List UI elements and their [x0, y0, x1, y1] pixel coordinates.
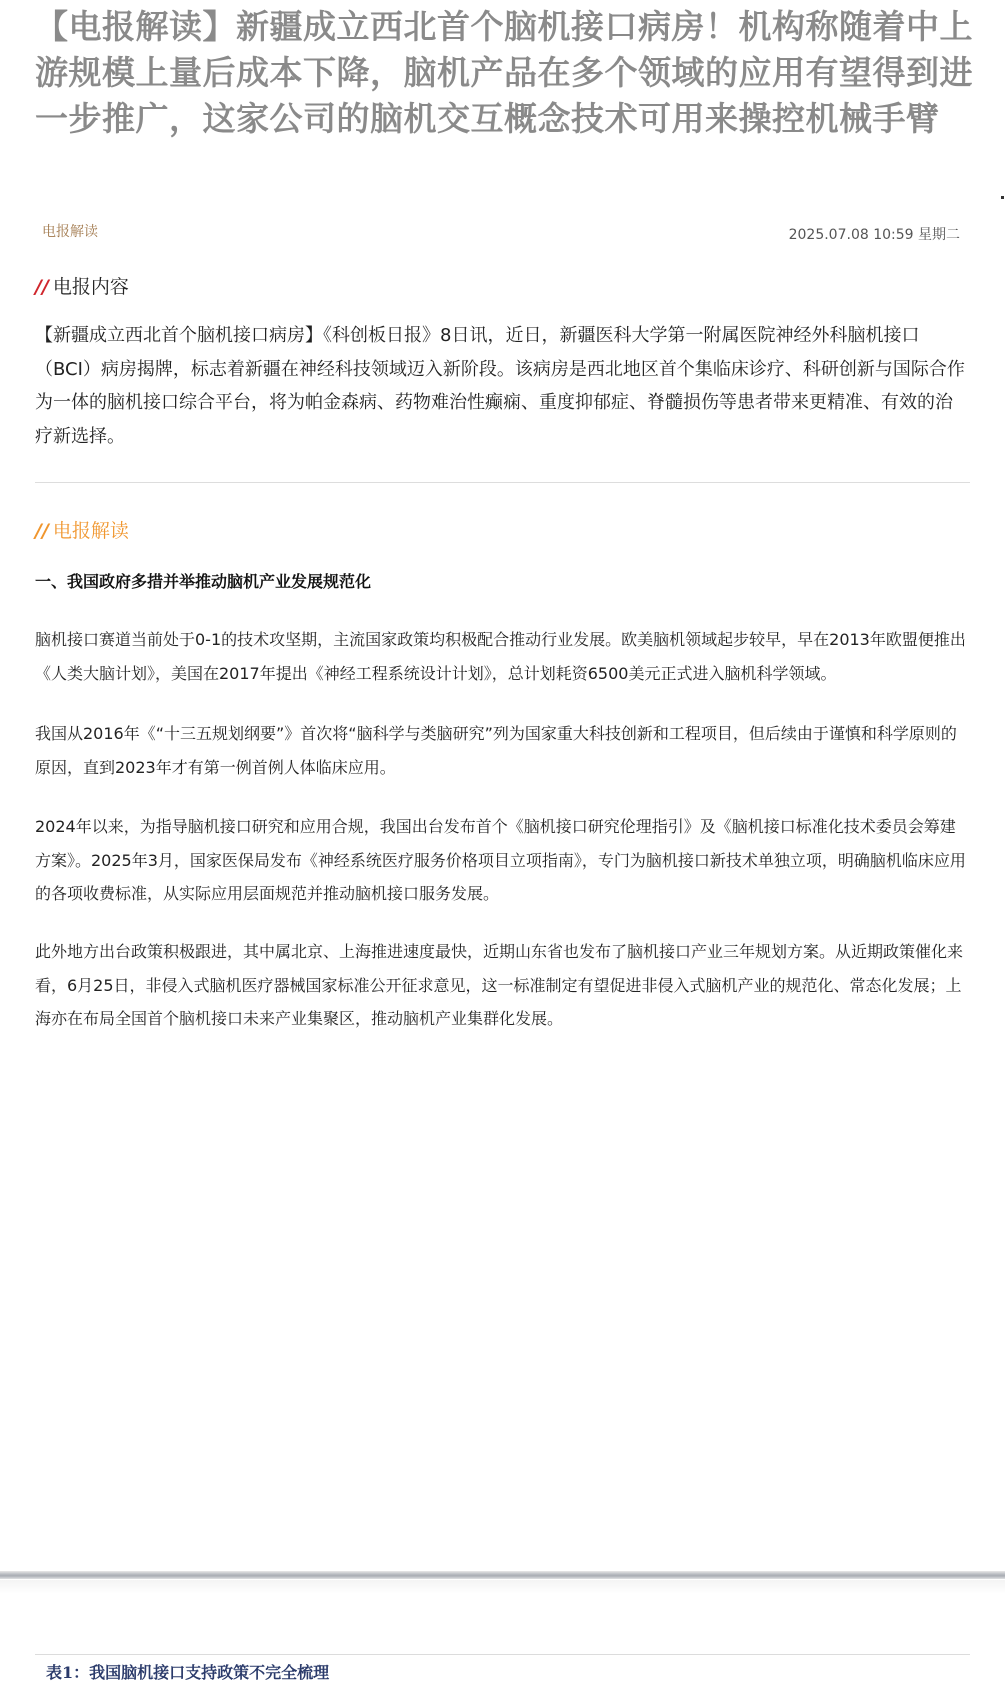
analysis-paragraph: 此外地方出台政策积极跟进，其中属北京、上海推进速度最快，近期山东省也发布了脑机接口产业三年规划方案。从近期政策催化来看，6月25日，非侵入式脑机医疗器械国家标准公开征求意见，这一标准制定有望促进非侵入式脑机产业的规范化、常态化发展；上海亦在布局全国首个脑机接口未来产业集聚区，推动脑机产业集群化发展。: [35, 942, 964, 1028]
table-top-rule: [35, 1654, 970, 1655]
article-title: 【电报解读】新疆成立西北首个脑机接口病房！机构称随着中上游规模上量后成本下降，脑机产品在多个领域的应用有望得到进一步推广，这家公司的脑机交互概念技术可用来操控机械手臂: [35, 7, 973, 138]
section-slash-icon: //: [35, 520, 49, 542]
category-tag[interactable]: 电报解读: [42, 224, 98, 240]
analysis-paragraph: 2024年以来，为指导脑机接口研究和应用合规，我国出台发布首个《脑机接口研究伦理指引》及《脑机接口标准化技术委员会筹建方案》。2025年3月，国家医保局发布《神经系统医疗服务价格项目立项指南》，专门为脑机接口新技术单独立项，明确脑机临床应用的各项收费标准，从实际应用层面规范并推动脑机接口服务发展。: [35, 817, 966, 903]
telegram-content-paragraph: 【新疆成立西北首个脑机接口病房】《科创板日报》8日讯，近日，新疆医科大学第一附属医院神经外科脑机接口（BCI）病房揭牌，标志着新疆在神经科技领域迈入新阶段。该病房是西北地区首个集临床诊疗、科研创新与国际合作为一体的脑机接口综合平台，将为帕金森病、药物难治性癫痫、重度抑郁症、脊髓损伤等患者带来更精准、有效的治疗新选择。: [35, 325, 965, 447]
section-heading-analysis-label: 电报解读: [52, 520, 129, 542]
edge-mark: [1001, 196, 1004, 199]
section-heading-content: [35, 274, 129, 300]
analysis-paragraph: 脑机接口赛道当前处于0-1的技术攻坚期，主流国家政策均积极配合推动行业发展。欧美脑机领域起步较早，早在2013年欧盟便推出《人类大脑计划》，美国在2017年提出《神经工程系统设计计划》，总计划耗资6500美元正式进入脑机科学领域。: [35, 630, 966, 683]
section-slash-icon: //: [35, 276, 49, 298]
section-divider: [35, 482, 970, 483]
article-meta: [42, 221, 960, 243]
section-heading-analysis: [35, 518, 129, 544]
table-caption: 表1：我国脑机接口支持政策不完全梳理: [46, 1663, 330, 1682]
analysis-subheading: 一、我国政府多措并举推动脑机产业发展规范化: [35, 572, 372, 591]
analysis-paragraph: 我国从2016年《“十三五规划纲要”》首次将“脑科学与类脑研究”列为国家重大科技创新和工程项目，但后续由于谨慎和科学原则的原因，直到2023年才有第一例首例人体临床应用。: [35, 724, 957, 777]
section-heading-content-label: 电报内容: [52, 276, 129, 298]
screenshot-seam-shadow: [0, 1580, 1005, 1594]
screenshot-seam: [0, 1571, 1005, 1579]
publish-datetime: 2025.07.08 10:59 星期二: [788, 227, 960, 243]
